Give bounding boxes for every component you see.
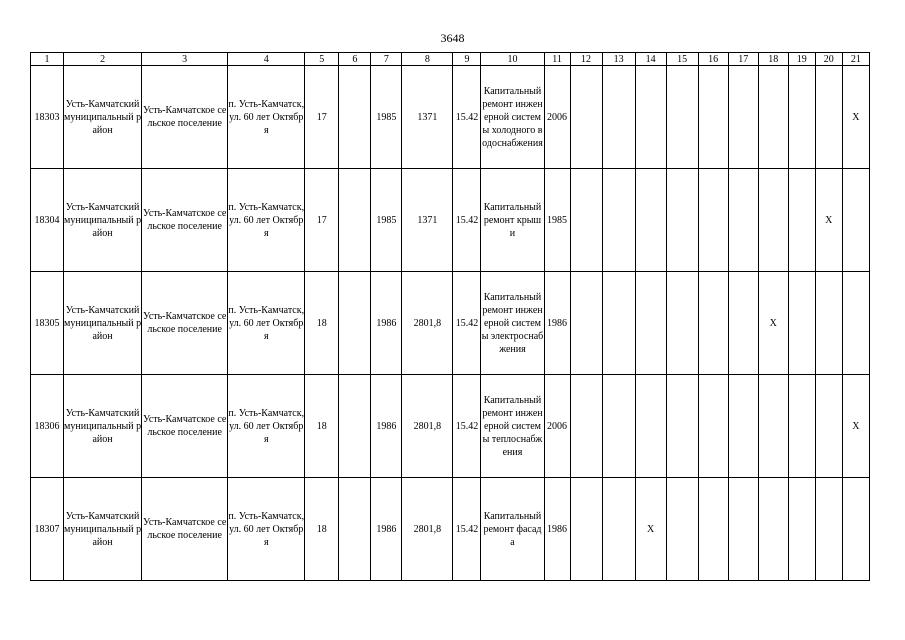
record-id: 18303 [31,66,64,169]
wear-cell: 15.42 [453,478,481,581]
work-year-cell: 2006 [544,375,570,478]
settlement-cell: Усть-Камчатское сельское поселение [142,375,228,478]
work-year-cell: 1985 [544,169,570,272]
record-id: 18306 [31,375,64,478]
column-header: 14 [635,53,666,66]
wear-cell: 15.42 [453,66,481,169]
mark-cell: X [842,66,869,169]
column-header: 12 [570,53,602,66]
mark-cell [842,478,869,581]
address-cell: п. Усть-Камчатск, ул. 60 лет Октября [228,272,305,375]
district-cell: Усть-Камчатский муниципальный район [64,478,142,581]
table-row [31,272,870,375]
settlement-cell: Усть-Камчатское сельское поселение [142,66,228,169]
column-header: 13 [602,53,635,66]
address-cell: п. Усть-Камчатск, ул. 60 лет Октября [228,169,305,272]
column-header: 16 [698,53,728,66]
mark-cell [602,375,635,478]
house-number-cell: 18 [305,375,339,478]
mark-cell [842,169,869,272]
work-type-cell: Капитальный ремонт инженерной системы холодного водоснабжения [481,66,544,169]
mark-cell [698,272,728,375]
table-row [31,375,870,478]
mark-cell [758,66,788,169]
mark-cell [788,272,815,375]
empty-cell [339,375,371,478]
mark-cell [788,66,815,169]
mark-cell: X [815,169,842,272]
build-year-cell: 1986 [371,272,402,375]
column-header: 21 [842,53,869,66]
column-header: 20 [815,53,842,66]
mark-cell [815,478,842,581]
empty-cell [339,478,371,581]
settlement-cell: Усть-Камчатское сельское поселение [142,169,228,272]
column-number-row [31,53,870,66]
column-header: 8 [402,53,453,66]
district-cell: Усть-Камчатский муниципальный район [64,375,142,478]
build-year-cell: 1986 [371,478,402,581]
mark-cell [788,375,815,478]
mark-cell [666,272,698,375]
empty-cell [339,66,371,169]
column-header: 5 [305,53,339,66]
area-cell: 2801,8 [402,272,453,375]
mark-cell [698,169,728,272]
work-type-cell: Капитальный ремонт крыши [481,169,544,272]
mark-cell [570,478,602,581]
mark-cell [788,169,815,272]
mark-cell [698,375,728,478]
district-cell: Усть-Камчатский муниципальный район [64,66,142,169]
record-id: 18304 [31,169,64,272]
build-year-cell: 1985 [371,66,402,169]
table-row [31,478,870,581]
column-header: 11 [544,53,570,66]
house-number-cell: 17 [305,169,339,272]
house-number-cell: 18 [305,478,339,581]
mark-cell [815,375,842,478]
column-header: 17 [728,53,758,66]
mark-cell [758,375,788,478]
page-number: 3648 [440,31,465,45]
district-cell: Усть-Камчатский муниципальный район [64,169,142,272]
mark-cell [602,169,635,272]
column-header: 1 [31,53,64,66]
district-cell: Усть-Камчатский муниципальный район [64,272,142,375]
mark-cell [570,169,602,272]
work-type-cell: Капитальный ремонт фасада [481,478,544,581]
house-number-cell: 17 [305,66,339,169]
column-header: 3 [142,53,228,66]
mark-cell [570,272,602,375]
mark-cell [842,272,869,375]
address-cell: п. Усть-Камчатск, ул. 60 лет Октября [228,375,305,478]
work-year-cell: 1986 [544,478,570,581]
mark-cell [666,375,698,478]
work-type-cell: Капитальный ремонт инженерной системы теплоснабжения [481,375,544,478]
mark-cell [758,169,788,272]
mark-cell [728,169,758,272]
area-cell: 1371 [402,169,453,272]
mark-cell [728,478,758,581]
column-header: 2 [64,53,142,66]
wear-cell: 15.42 [453,375,481,478]
housing-repair-table [30,52,870,581]
mark-cell [815,66,842,169]
mark-cell [635,272,666,375]
column-header: 10 [481,53,544,66]
mark-cell [788,478,815,581]
mark-cell [635,169,666,272]
column-header: 4 [228,53,305,66]
address-cell: п. Усть-Камчатск, ул. 60 лет Октября [228,66,305,169]
mark-cell [698,66,728,169]
mark-cell: X [758,272,788,375]
column-header: 9 [453,53,481,66]
mark-cell [602,272,635,375]
mark-cell [570,375,602,478]
area-cell: 1371 [402,66,453,169]
column-header: 7 [371,53,402,66]
mark-cell [635,375,666,478]
table-row [31,66,870,169]
area-cell: 2801,8 [402,375,453,478]
column-header: 19 [788,53,815,66]
area-cell: 2801,8 [402,478,453,581]
mark-cell [728,272,758,375]
empty-cell [339,272,371,375]
build-year-cell: 1986 [371,375,402,478]
wear-cell: 15.42 [453,169,481,272]
mark-cell [728,375,758,478]
empty-cell [339,169,371,272]
column-header: 6 [339,53,371,66]
mark-cell [602,66,635,169]
mark-cell [758,478,788,581]
mark-cell [635,66,666,169]
address-cell: п. Усть-Камчатск, ул. 60 лет Октября [228,478,305,581]
mark-cell [666,169,698,272]
wear-cell: 15.42 [453,272,481,375]
record-id: 18307 [31,478,64,581]
mark-cell [666,66,698,169]
table-row [31,169,870,272]
mark-cell [570,66,602,169]
house-number-cell: 18 [305,272,339,375]
mark-cell [698,478,728,581]
mark-cell: X [842,375,869,478]
mark-cell [602,478,635,581]
mark-cell [728,66,758,169]
work-year-cell: 1986 [544,272,570,375]
settlement-cell: Усть-Камчатское сельское поселение [142,478,228,581]
work-type-cell: Капитальный ремонт инженерной системы электроснабжения [481,272,544,375]
mark-cell [666,478,698,581]
build-year-cell: 1985 [371,169,402,272]
mark-cell [815,272,842,375]
settlement-cell: Усть-Камчатское сельское поселение [142,272,228,375]
column-header: 15 [666,53,698,66]
work-year-cell: 2006 [544,66,570,169]
mark-cell: X [635,478,666,581]
record-id: 18305 [31,272,64,375]
column-header: 18 [758,53,788,66]
